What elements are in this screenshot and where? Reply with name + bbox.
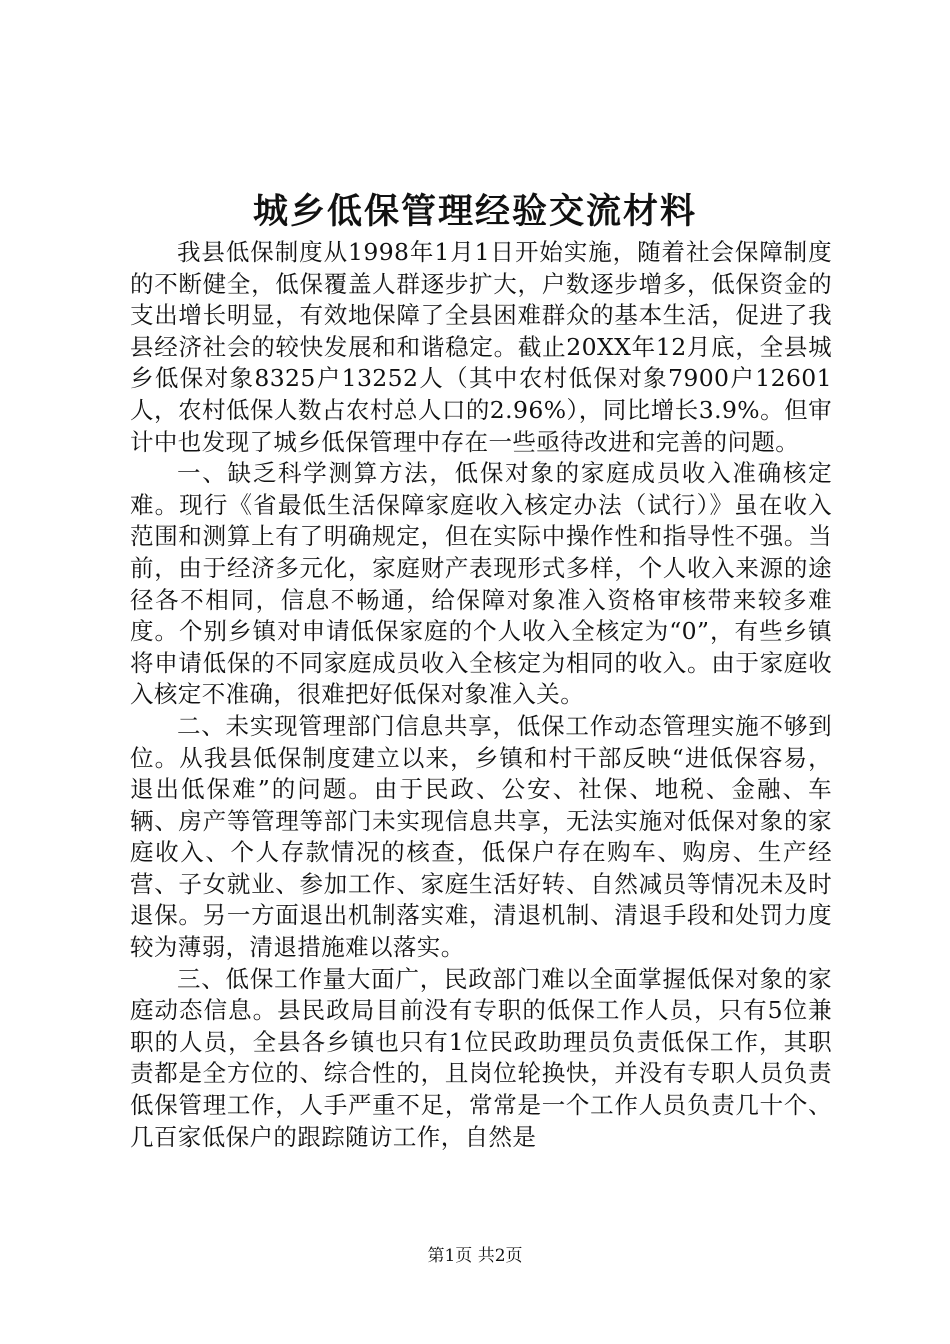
paragraph-section-1: 一、缺乏科学测算方法，低保对象的家庭成员收入准确核定难。现行《省最低生活保障家庭收入核定办法（试行）》虽在收入范围和测算上有了明确规定，但在实际中操作性和指导性不强。当前，由于经济多元化，家庭财产表现形式多样，个人收入来源的途径各不相同，信息不畅通，给保障对象准入资格审核带来较多难度。个别乡镇对申请低保家庭的个人收入全核定为“0”，有些乡镇将申请低保的不同家庭成员收入全核定为相同的收入。由于家庭收入核定不准确，很难把好低保对象准入关。 bbox=[130, 459, 832, 709]
page-footer: 第1页 共2页 bbox=[427, 1246, 523, 1266]
paragraph-section-2: 二、未实现管理部门信息共享，低保工作动态管理实施不够到位。从我县低保制度建立以来，乡镇和村干部反映“进低保容易，退出低保难”的问题。由于民政、公安、社保、地税、金融、车辆、房产等管理等部门未实现信息共享，无法实施对低保对象的家庭收入、个人存款情况的核查，低保户存在购车、购房、生产经营、子女就业、参加工作、家庭生活好转、自然减员等情况未及时退保。另一方面退出机制落实难，清退机制、清退手段和处罚力度较为薄弱，清退措施难以落实。 bbox=[130, 711, 832, 962]
paragraph-section-3: 三、低保工作量大面广，民政部门难以全面掌握低保对象的家庭动态信息。县民政局目前没有专职的低保工作人员，只有5位兼职的人员，全县各乡镇也只有1位民政助理员负责低保工作，其职责都是全方位的、综合性的，且岗位轮换快，并没有专职人员负责低保管理工作，人手严重不足，常常是一个工作人员负责几十个、几百家低保户的跟踪随访工作，自然是 bbox=[130, 964, 832, 1151]
paragraph-intro: 我县低保制度从1998年1月1日开始实施，随着社会保障制度的不断健全，低保覆盖人群逐步扩大，户数逐步增多，低保资金的支出增长明显，有效地保障了全县困难群众的基本生活，促进了我县经济社会的较快发展和和谐稳定。截止20XX年12月底，全县城乡低保对象8325户13252人（其中农村低保对象7900户12601人，农村低保人数占农村总人口的2.96%），同比增长3.9%。但审计中也发现了城乡低保管理中存在一些亟待改进和完善的问题。 bbox=[130, 238, 832, 456]
document-title: 城乡低保管理经验交流材料 bbox=[252, 191, 697, 232]
document-body bbox=[130, 237, 832, 1153]
